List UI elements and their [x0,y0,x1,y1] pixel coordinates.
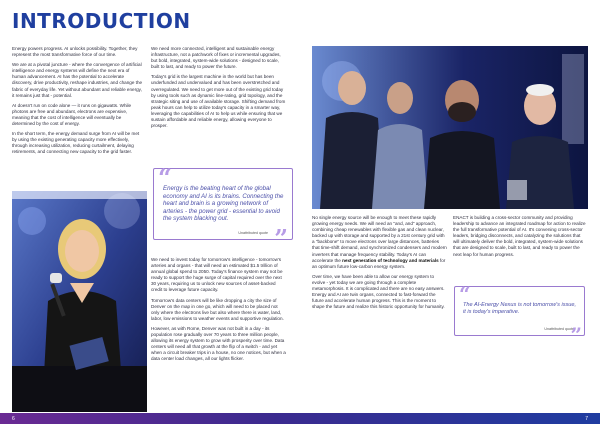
column-3-text [312,215,447,310]
paragraph: Energy powers progress. AI unlocks possibility. Together, they represent the most transformative force of our time. [12,46,138,58]
paragraph: We need to invest today for tomorrow's intelligence - tomorrow's arteries and organs - that will need an estimated $1.5 trillion of annual global spend to 2050. Today's finance system may not be ready to support the huge surge of capital required over the next 30 years, requiring us to unlock new sources of asset-backed credit to leverage future capacity. [151,257,283,293]
paragraph: Over time, we have been able to allow our energy system to evolve - yet today we are going through a complete metamorphosis. It is complicated and there are no easy answers. Energy and AI are twin organs, connected to fast-forward the future and accelerate human progress. This is the moment to shape the future and realize this historic opportunity for humanity. [312,273,445,310]
paragraph-text: for an optimum future low-carbon energy system. [312,257,446,269]
paragraph: We need more connected, intelligent and sustainable energy infrastructure, not a patchwork of fixes or incremental upgrades, but bold, integrated, system-wide solutions - designed to scale, built to last, and ready to power the future. [151,46,281,70]
column-2-top-text [151,46,286,129]
speaker-photo [12,191,147,412]
column-2-bottom-text [151,257,286,363]
quote-attribution: Unattributed quote [238,231,268,235]
column-1-text [12,46,143,156]
paragraph: We are at a pivotal juncture - where the convergence of artificial intelligence and energy systems will define the next era of human advancement. AI has the potential to accelerate discovery, drive productivity, reshape industries, and change the fabric of everyday life. Yet without abundant and reliable energy, it remains just that - potential. [12,62,143,98]
page-title: INTRODUCTION [12,9,191,33]
quote-open-mark: “ [158,163,172,192]
pull-quote-box [153,163,293,253]
paragraph: In the short term, the energy demand surge from AI will be met by using the existing generating capacity more effectively, through increasing utilization, reducing curtailment, delaying retirements, and connecting new capacity to the grid faster. [12,131,140,155]
panel-photo-graphic [312,46,588,209]
quote-open-mark: “ [459,282,471,306]
paragraph: Today's grid is the largest machine in the world but has been underfunded and undervalued and has been overstretched and overregulated. We need to get more out of the existing grid today by using tools such as dynamic line-rating, grid topology, and the strategic siting and use of available storage. Shifting demand from peak hours can help to utilize today's capacity in a smarter way, leveraging the capabilities of AI to help us while ensuring that we sustain affordable and reliable energy, allowing everyone to prosper. [151,74,286,129]
paragraph: Tomorrow's data centers will be like dropping a city the size of Denver on the map in one go, which will need to be placed not only where the electrons live but also where there is water, land, labor, low emissions to weather events and supportive regulation. [151,297,284,321]
quote-attribution: Unattributed quote [544,327,574,331]
paragraph: ENACT is building a cross-sector community and providing leadership to advance an integrated roadmap for action to realize the full transformative potential of AI. It's convening cross-sector leaders, bridging disconnects, and catalyzing the solutions that will ultimately deliver the bold, integrated, system-wide solutions that are designed to scale, built to last, and ready to power the next leap for human progress. [453,215,586,257]
paragraph: However, as with Rome, Denver was not built in a day - its population rose gradually over 70 years to three million people, allowing its energy system to grow with prosperity over time. Data centers will need all that growth at the flip of a switch - and yet when a circuit breaker trips in a house, no one notices, but when a data center load changes, all our lights flicker. [151,325,286,362]
page-number-left: 6 [12,415,15,422]
emphasis-text: next generation of technology and materials [342,257,439,263]
pull-quote-box-2 [454,282,585,347]
panel-photo [312,46,588,209]
paragraph-text: No single energy source will be enough to meet these rapidly growing energy needs. We will need an "and, and" approach, combining cheap renewables with flexible gas and clean nuclear, backed up with storage and supported by a 21st century grid with a "backbone" to move electrons over large distances, batteries that time-shift demand, and synchronized condensers and modern inverters that manage frequency stability. Today's AI can accelerate the [312,215,447,263]
speaker-photo-graphic [12,191,147,412]
footer-bar [0,413,600,424]
page-number-right: 7 [585,415,588,422]
quote-close-mark: ” [570,323,582,347]
paragraph [312,215,447,270]
column-4-text [453,215,588,258]
pull-quote-text: The AI-Energy Nexus is not tomorrow's issue, it is today's imperative. [463,302,577,315]
pull-quote-text: Energy is the beating heart of the global economy and AI is its brains. Connecting the heart and brain is a growing network of arteries - the power grid - essential to avoid the system blacking out. [163,185,284,223]
quote-close-mark: ” [274,224,288,253]
paragraph: AI doesn't run on code alone — it runs on gigawatts. While photons are free and abundant, electrons are expensive, meaning that the cost of intelligence will eventually be determined by the cost of energy. [12,102,132,127]
